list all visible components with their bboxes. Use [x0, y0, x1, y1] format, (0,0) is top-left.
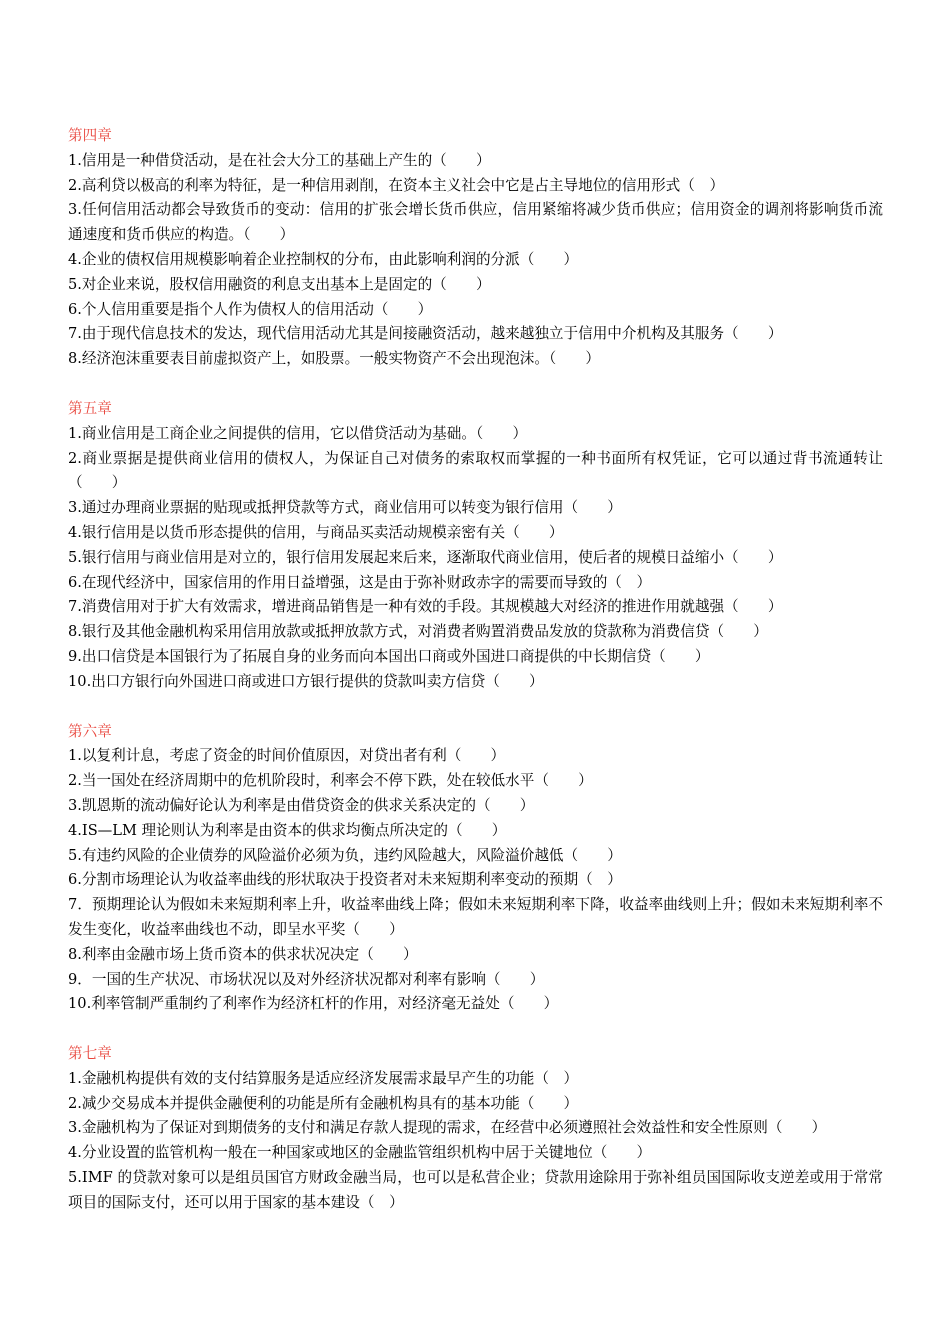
question-item: 4.银行信用是以货币形态提供的信用，与商品买卖活动规模亲密有关（ ） — [68, 523, 564, 541]
chapter-title: 第五章 — [68, 399, 112, 417]
question-item: 2.商业票据是提供商业信用的债权人，为保证自己对债务的索取权而掌握的一种书面所有权凭证，它可以通过背书流通转让（ ） — [68, 449, 883, 492]
question-item: 6.在现代经济中，国家信用的作用日益增强，这是由于弥补财政赤字的需要而导致的（ ） — [68, 573, 652, 591]
question-item: 1.信用是一种借贷活动，是在社会大分工的基础上产生的（ ） — [68, 151, 491, 169]
document-page — [68, 124, 883, 1241]
question-item: 10.利率管制严重制约了利率作为经济杠杆的作用，对经济毫无益处（ ） — [68, 995, 559, 1013]
question-item: 8.利率由金融市场上货币资本的供求状况决定（ ） — [68, 945, 418, 963]
question-item: 1.商业信用是工商企业之间提供的信用，它以借贷活动为基础。（ ） — [68, 424, 528, 442]
question-item: 3.凯恩斯的流动偏好论认为利率是由借贷资金的供求关系决定的（ ） — [68, 796, 535, 814]
question-item: 6.分割市场理论认为收益率曲线的形状取决于投资者对未来短期利率变动的预期（ ） — [68, 871, 622, 889]
question-item: 7.消费信用对于扩大有效需求，增进商品销售是一种有效的手段。其规模越大对经济的推进作用就越强（ ） — [68, 598, 783, 616]
question-item: 5.IMF 的贷款对象可以是组员国官方财政金融当局，也可以是私营企业；贷款用途除用于弥补组员国国际收支逆差或用于常常项目的国际支付，还可以用于国家的基本建设（ ） — [68, 1169, 883, 1211]
chapter-title: 第四章 — [68, 127, 112, 144]
chapter-6-section — [68, 720, 883, 1018]
question-item: 8.经济泡沫重要表目前虚拟资产上，如股票。一般实物资产不会出现泡沫。（ ） — [68, 350, 601, 368]
question-item: 2.减少交易成本并提供金融便利的功能是所有金融机构具有的基本功能（ ） — [68, 1094, 579, 1112]
question-item: 4.企业的债权信用规模影响着企业控制权的分布，由此影响利润的分派（ ） — [68, 250, 579, 268]
question-item: 5.银行信用与商业信用是对立的，银行信用发展起来后来，逐渐取代商业信用，使后者的规模日益缩小（ ） — [68, 548, 783, 566]
question-item: 1.以复利计息，考虑了资金的时间价值原因，对贷出者有利（ ） — [68, 747, 506, 765]
question-item: 8.银行及其他金融机构采用信用放款或抵押放款方式，对消费者购置消费品发放的贷款称为消费信贷（ ） — [68, 623, 768, 641]
question-item: 10.出口方银行向外国进口商或进口方银行提供的贷款叫卖方信贷（ ） — [68, 672, 544, 690]
question-item: 9.出口信贷是本国银行为了拓展自身的业务而向本国出口商或外国进口商提供的中长期信贷（ ） — [68, 647, 710, 665]
chapter-4-section — [68, 124, 883, 372]
chapter-5-section — [68, 397, 883, 695]
question-item: 3.任何信用活动都会导致货币的变动：信用的扩张会增长货币供应，信用紧缩将减少货币供应；信用资金的调剂将影响货币流通速度和货币供应的构造。（ ） — [68, 201, 883, 244]
question-item: 6.个人信用重要是指个人作为债权人的信用活动（ ） — [68, 300, 433, 318]
question-item: 1.金融机构提供有效的支付结算服务是适应经济发展需求最早产生的功能（ ） — [68, 1069, 579, 1087]
question-item: 4.IS—LM 理论则认为利率是由资本的供求均衡点所决定的（ ） — [68, 821, 507, 839]
question-item: 5.有违约风险的企业债券的风险溢价必须为负，违约风险越大，风险溢价越低（ ） — [68, 846, 622, 864]
question-item: 4.分业设置的监管机构一般在一种国家或地区的金融监管组织机构中居于关键地位（ ） — [68, 1144, 652, 1162]
question-item: 3.通过办理商业票据的贴现或抵押贷款等方式，商业信用可以转变为银行信用（ ） — [68, 499, 622, 517]
question-item: 3.金融机构为了保证对到期债务的支付和满足存款人提现的需求，在经营中必须遵照社会效益性和安全性原则（ ） — [68, 1119, 827, 1137]
question-item: 5.对企业来说，股权信用融资的利息支出基本上是固定的（ ） — [68, 275, 491, 293]
question-item: 9．一国的生产状况、市场状况以及对外经济状况都对利率有影响（ ） — [68, 970, 545, 988]
question-item: 7.由于现代信息技术的发达，现代信用活动尤其是间接融资活动，越来越独立于信用中介机构及其服务（ ） — [68, 325, 783, 343]
chapter-title: 第七章 — [68, 1045, 112, 1063]
question-item: 7．预期理论认为假如未来短期利率上升，收益率曲线上降；假如未来短期利率下降，收益率曲线则上升；假如未来短期利率不发生变化，收益率曲线也不动，即呈水平奖（ ） — [68, 896, 883, 938]
chapter-7-section — [68, 1042, 883, 1216]
question-item: 2.高利贷以极高的利率为特征，是一种信用剥削，在资本主义社会中它是占主导地位的信用形式（ ） — [68, 176, 725, 194]
question-item: 2.当一国处在经济周期中的危机阶段时，利率会不停下跌，处在较低水平（ ） — [68, 772, 593, 790]
chapter-title: 第六章 — [68, 722, 112, 740]
